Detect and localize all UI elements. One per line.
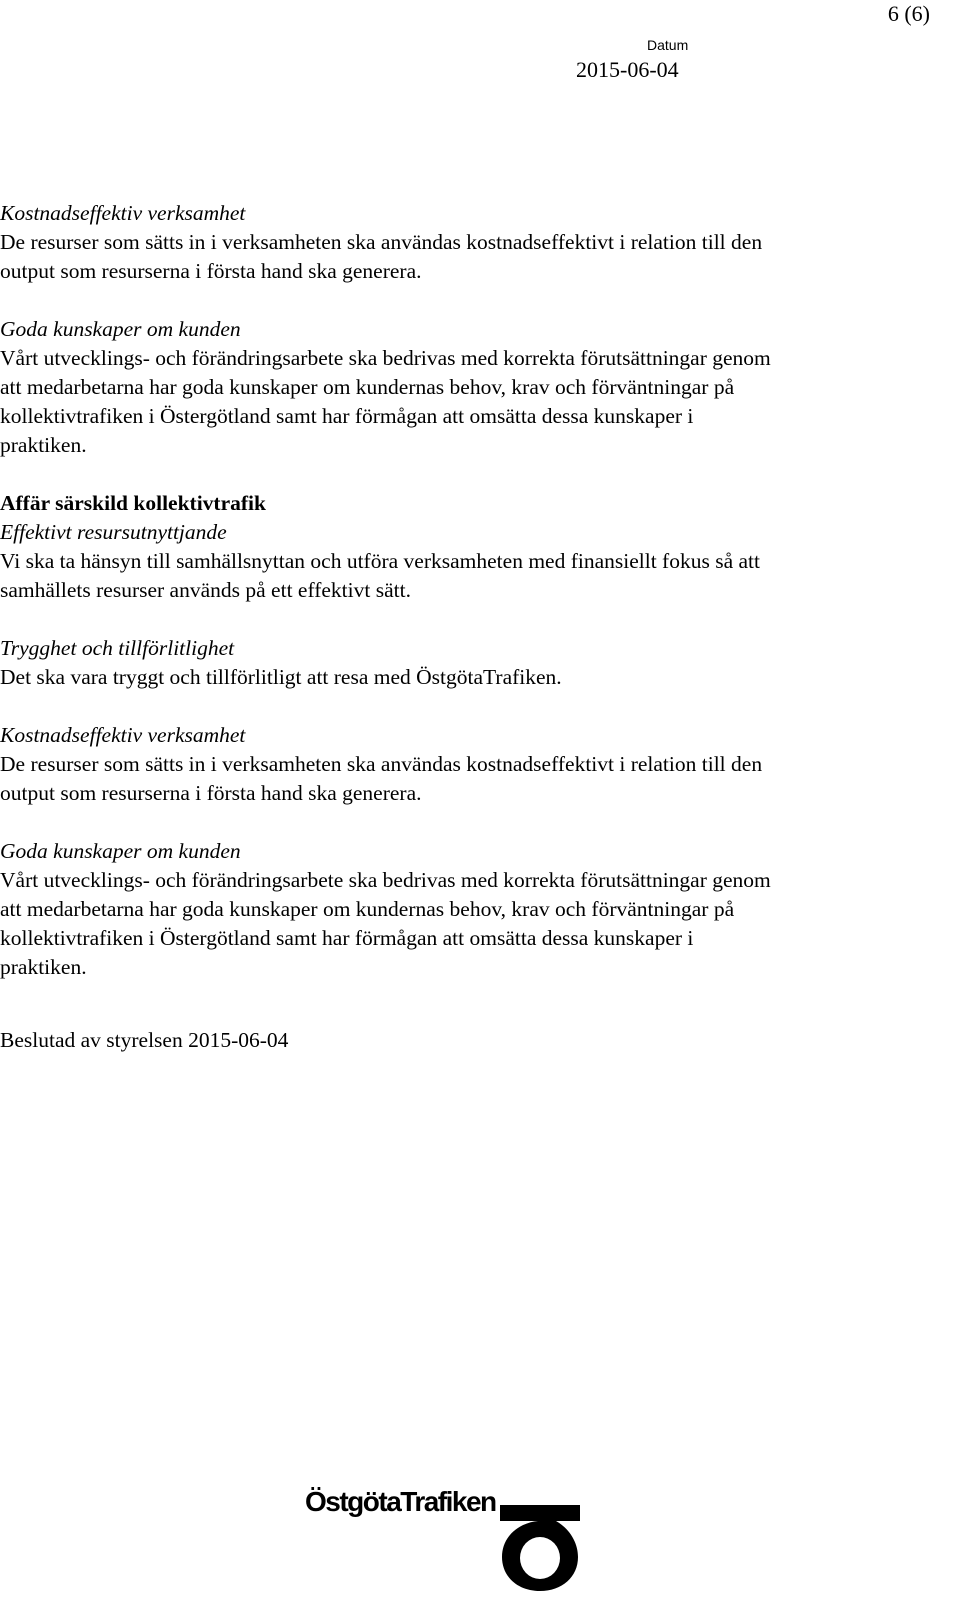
section-heading: Goda kunskaper om kunden [0,839,241,863]
body-line: output som resurserna i första hand ska generera. [0,259,422,283]
ostgotatrafiken-logo [305,1485,585,1595]
body-line: Vi ska ta hänsyn till samhällsnyttan och utföra verksamheten med finansiellt fokus så att [0,549,760,573]
body-line: praktiken. [0,955,87,979]
body-line: Det ska vara tryggt och tillförlitligt att resa med ÖstgötaTrafiken. [0,665,562,689]
section-heading: Effektivt resursutnyttjande [0,520,227,544]
date-label: Datum [647,37,689,53]
section-customer-knowledge-2 [0,837,935,982]
body-line: output som resurserna i första hand ska generera. [0,781,422,805]
body-line: att medarbetarna har goda kunskaper om kundernas behov, krav och förväntningar på [0,897,735,921]
body-line: Vårt utvecklings- och förändringsarbete ska bedrivas med korrekta förutsättningar genom [0,868,771,892]
section-cost-effective-1 [0,199,935,286]
body-line: praktiken. [0,433,87,457]
section-heading: Kostnadseffektiv verksamhet [0,201,246,225]
body-line: kollektivtrafiken i Östergötland samt har förmågan att omsätta dessa kunskaper i [0,404,694,428]
board-decision-line: Beslutad av styrelsen 2015-06-04 [0,1028,289,1052]
section-special-transport [0,489,935,605]
section-heading: Goda kunskaper om kunden [0,317,241,341]
section-cost-effective-2 [0,721,935,808]
section-heading: Kostnadseffektiv verksamhet [0,723,246,747]
body-line: Vårt utvecklings- och förändringsarbete ska bedrivas med korrekta förutsättningar genom [0,346,771,370]
logo-wordmark: ÖstgötaTrafiken [305,1486,496,1517]
document-body [0,199,935,982]
date-value: 2015-06-04 [576,57,679,82]
logo-sigma-icon [500,1501,580,1593]
section-title: Affär särskild kollektivtrafik [0,491,266,515]
body-line: att medarbetarna har goda kunskaper om kundernas behov, krav och förväntningar på [0,375,735,399]
section-heading: Trygghet och tillförlitlighet [0,636,235,660]
page-number: 6 (6) [887,1,930,26]
body-line: samhällets resurser används på ett effektivt sätt. [0,578,411,602]
body-line: De resurser som sätts in i verksamheten ska användas kostnadseffektivt i relation till den [0,230,763,254]
body-line: De resurser som sätts in i verksamheten ska användas kostnadseffektivt i relation till den [0,752,763,776]
section-customer-knowledge-1 [0,315,935,460]
section-safety [0,634,935,692]
body-line: kollektivtrafiken i Östergötland samt har förmågan att omsätta dessa kunskaper i [0,926,694,950]
